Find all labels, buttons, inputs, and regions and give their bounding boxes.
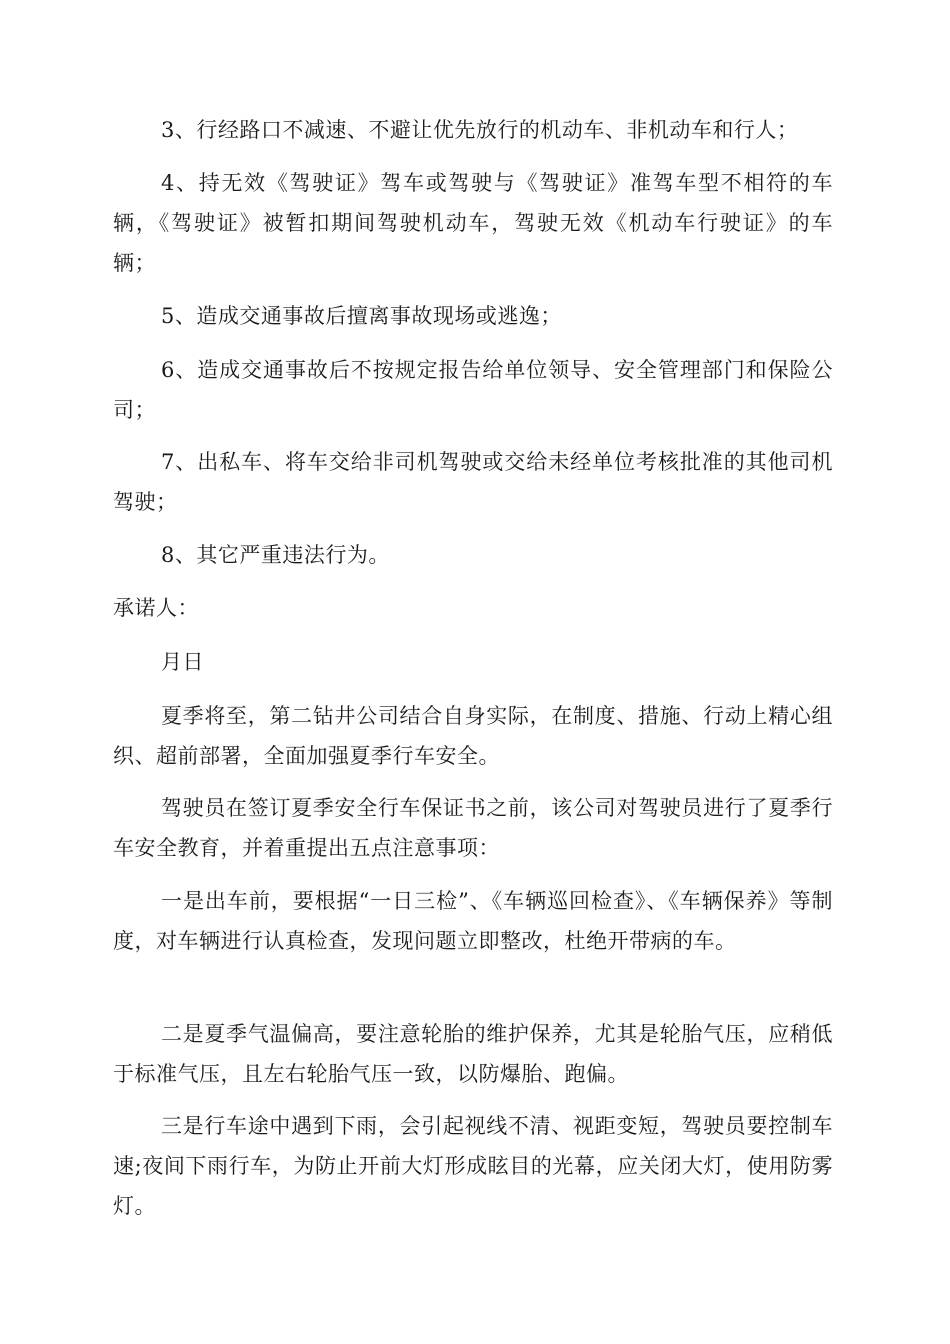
paragraph-item-7: 7、出私车、将车交给非司机驾驶或交给未经单位考核批准的其他司机驾驶； bbox=[113, 450, 833, 514]
date-line: 月日 bbox=[161, 650, 204, 674]
paragraph-item-4: 4、持无效《驾驶证》驾车或驾驶与《驾驶证》准驾车型不相符的车辆，《驾驶证》被暂扣期间驾驶机动车，驾驶无效《机动车行驶证》的车辆； bbox=[113, 171, 833, 275]
paragraph-item-5: 5、造成交通事故后擅离事故现场或逃逸； bbox=[161, 304, 562, 328]
paragraph-item-3: 3、行经路口不减速、不避让优先放行的机动车、非机动车和行人； bbox=[161, 118, 799, 142]
point-one-paragraph: 一是出车前，要根据“一日三检”、《车辆巡回检查》、《车辆保养》等制度，对车辆进行认真检查，发现问题立即整改，杜绝开带病的车。 bbox=[113, 889, 833, 953]
promisor-label: 承诺人： bbox=[113, 596, 199, 620]
paragraph-item-8: 8、其它严重违法行为。 bbox=[161, 543, 390, 567]
paragraph-item-6: 6、造成交通事故后不按规定报告给单位领导、安全管理部门和保险公司； bbox=[113, 358, 833, 422]
summer-intro-paragraph: 夏季将至，第二钻井公司结合自身实际，在制度、措施、行动上精心组织、超前部署，全面加强夏季行车安全。 bbox=[113, 704, 833, 768]
driver-education-paragraph: 驾驶员在签订夏季安全行车保证书之前，该公司对驾驶员进行了夏季行车安全教育，并着重提出五点注意事项： bbox=[113, 796, 833, 860]
point-two-paragraph: 二是夏季气温偏高，要注意轮胎的维护保养，尤其是轮胎气压，应稍低于标准气压，且左右轮胎气压一致，以防爆胎、跑偏。 bbox=[113, 1022, 833, 1086]
point-three-paragraph: 三是行车途中遇到下雨，会引起视线不清、视距变短，驾驶员要控制车速;夜间下雨行车，为防止开前大灯形成眩目的光幕，应关闭大灯，使用防雾灯。 bbox=[113, 1114, 833, 1218]
